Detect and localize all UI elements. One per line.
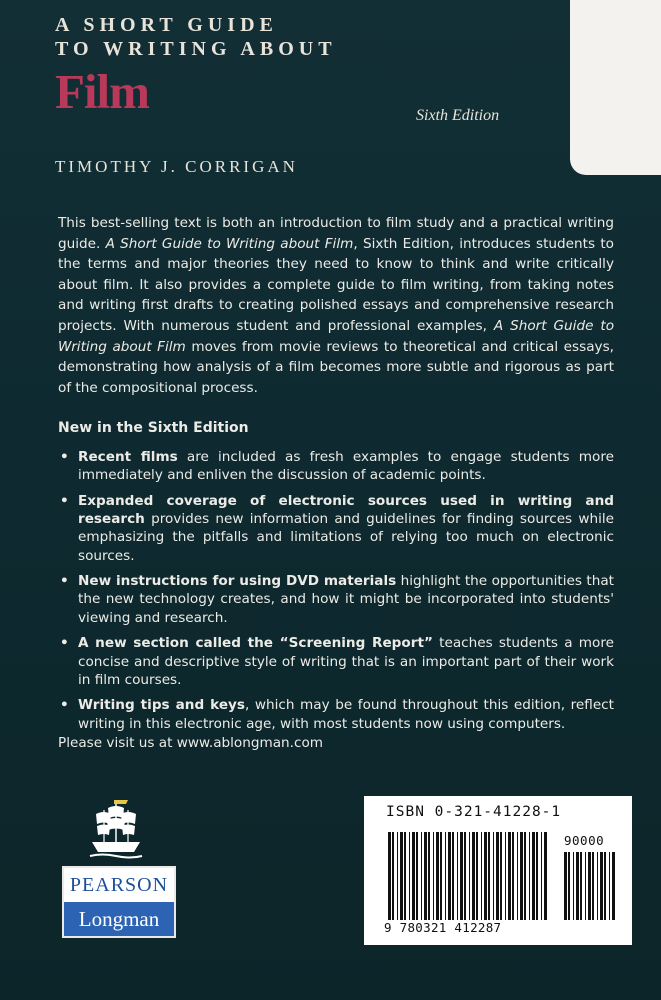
series-title-line-1: A SHORT GUIDE bbox=[55, 14, 278, 36]
list-item bbox=[58, 492, 614, 565]
list-item-lead: New instructions for using DVD materials bbox=[78, 573, 397, 590]
list-item-text: provides new information and guidelines for finding sources while emphasizing the pitfalls and limitations of relying too much on electronic sources. bbox=[78, 511, 614, 564]
description-part-1: This best-selling text is both an introduction to film study and a practical writing guide. bbox=[58, 215, 614, 252]
description-title-ref-1: A Short Guide to Writing about Film bbox=[105, 235, 354, 252]
price-code: 90000 bbox=[564, 833, 605, 848]
author-name: TIMOTHY J. CORRIGAN bbox=[55, 157, 298, 176]
list-item-lead: A new section called the “Screening Report” bbox=[78, 635, 433, 652]
publisher-logo bbox=[62, 866, 176, 938]
new-edition-heading: New in the Sixth Edition bbox=[58, 420, 249, 436]
new-edition-list bbox=[58, 448, 614, 740]
list-item bbox=[58, 572, 614, 627]
bullet-mark: • bbox=[60, 573, 69, 590]
edition-label: Sixth Edition bbox=[416, 107, 500, 124]
bullet-mark: • bbox=[60, 697, 69, 714]
list-item-text: teaches students a more concise and descriptive style of writing that is an important part of their work in film courses. bbox=[78, 635, 614, 688]
list-item-lead: Expanded coverage of electronic sources used in writing and research bbox=[78, 492, 614, 528]
corner-sticker bbox=[570, 0, 661, 175]
description-part-2: , Sixth Edition, introduces students to the terms and major theories they need to know to think and write critically about film. It also provides a complete guide to film writing, from taking notes and writing first drafts to creating polished essays and comprehensive research projects. With numerous student and professional examples, bbox=[58, 235, 614, 334]
website-line: Please visit us at www.ablongman.com bbox=[58, 735, 324, 751]
series-title-line-2: TO WRITING ABOUT bbox=[55, 38, 337, 60]
list-item bbox=[58, 448, 614, 484]
sailing-ship-icon bbox=[88, 798, 144, 860]
list-item bbox=[58, 696, 614, 732]
list-item-text: highlight the opportunities that the new technology creates, and how it might be incorporated into students' viewing and research. bbox=[78, 573, 614, 626]
bullet-mark: • bbox=[60, 449, 69, 465]
publisher-logo-top: PEARSON bbox=[64, 868, 174, 902]
book-description bbox=[58, 213, 614, 398]
description-part-3: moves from movie reviews to theoretical and critical essays, demonstrating how analysis of a film becomes more subtle and rigorous as part of the compositional process. bbox=[58, 338, 614, 396]
series-title bbox=[55, 13, 337, 61]
publisher-logo-bottom: Longman bbox=[64, 902, 174, 936]
barcode-label bbox=[364, 796, 632, 945]
bullet-mark: • bbox=[60, 635, 69, 652]
book-title: Film bbox=[55, 64, 149, 119]
list-item-lead: Recent films bbox=[78, 449, 178, 465]
list-item-lead: Writing tips and keys bbox=[78, 697, 246, 714]
ean-digits: 9 780321 412287 bbox=[384, 920, 502, 935]
isbn-text: ISBN 0-321-41228-1 bbox=[386, 804, 562, 820]
bullet-mark: • bbox=[60, 492, 69, 509]
list-item bbox=[58, 634, 614, 689]
list-item-text: are included as fresh examples to engage students more immediately and enliven the discussion of academic points. bbox=[78, 449, 615, 484]
description-title-ref-2: A Short Guide to Writing about Film bbox=[58, 317, 615, 355]
list-item-text: , which may be found throughout this edition, reflect writing in this electronic age, with most students now using computers. bbox=[78, 697, 614, 732]
